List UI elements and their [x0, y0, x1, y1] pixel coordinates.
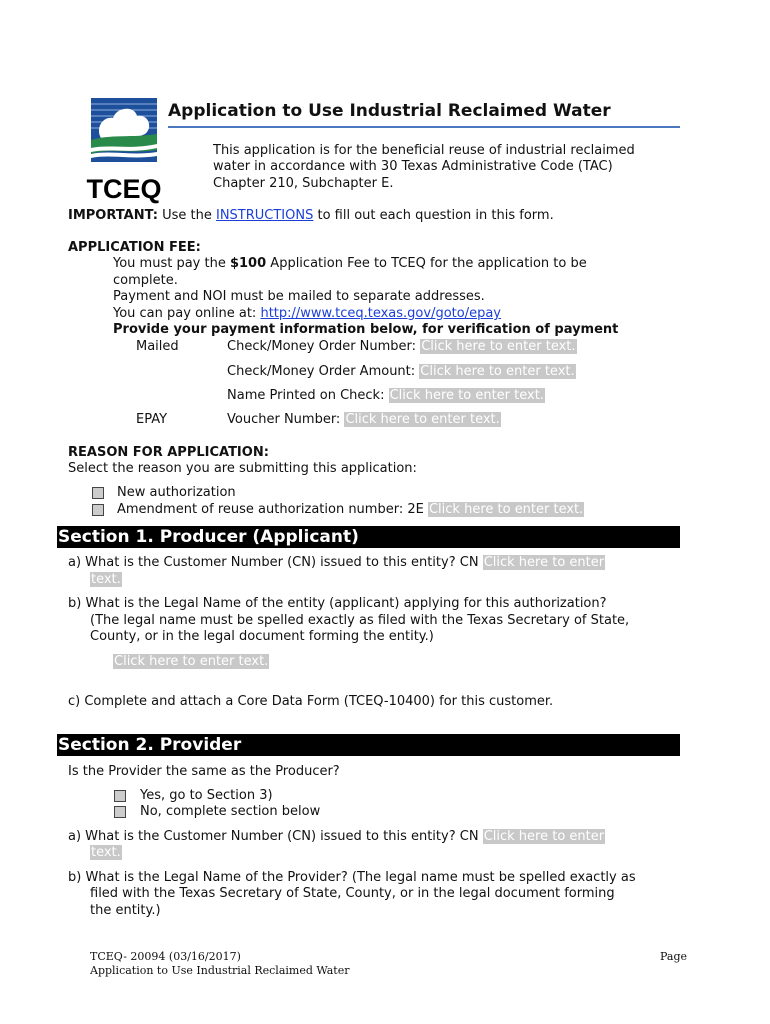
- provider-same-no-checkbox[interactable]: [114, 806, 126, 818]
- tceq-logo: [86, 98, 162, 204]
- fee-line: complete.: [113, 273, 178, 288]
- s1-question-c: c) Complete and attach a Core Data Form (TCEQ-10400) for this customer.: [68, 694, 554, 709]
- fee-heading: APPLICATION FEE:: [68, 240, 201, 255]
- footer-form-number: TCEQ- 20094 (03/16/2017): [90, 950, 241, 963]
- voucher-input[interactable]: Click here to enter text.: [345, 412, 500, 427]
- fee-text: Application Fee to TCEQ for the application to be: [270, 256, 587, 271]
- s2-cn-input-cont[interactable]: text.: [91, 845, 121, 860]
- provider-yes-label: Yes, go to Section 3): [140, 788, 273, 803]
- instructions-link[interactable]: INSTRUCTIONS: [215, 208, 314, 223]
- fee-line: Payment and NOI must be mailed to separate addresses.: [113, 289, 485, 304]
- amendment-label: Amendment of reuse authorization number: 2E: [117, 502, 424, 517]
- s2-question-b: b) What is the Legal Name of the Provider? (The legal name must be spelled exactly as: [68, 870, 636, 885]
- s1-question-a: [68, 555, 605, 571]
- name-on-check-label: Name Printed on Check:: [227, 388, 385, 403]
- s2-question-b-cont: the entity.): [90, 903, 161, 918]
- check-number-label: Check/Money Order Number:: [227, 339, 417, 354]
- check-number-row: [227, 339, 577, 355]
- voucher-row: [227, 412, 501, 428]
- footer-page: Page: [660, 950, 688, 963]
- mailed-label: Mailed: [136, 339, 179, 354]
- reason-heading: REASON FOR APPLICATION:: [68, 445, 269, 460]
- footer-form-name: Application to Use Industrial Reclaimed Water: [90, 964, 350, 977]
- intro-line: water in accordance with 30 Texas Administrative Code (TAC): [213, 159, 613, 174]
- s2-a-text: a) What is the Customer Number (CN) issued to this entity? CN: [68, 829, 479, 844]
- fee-text: You can pay online at:: [113, 306, 257, 321]
- check-amount-label: Check/Money Order Amount:: [227, 364, 416, 379]
- reason-prompt: Select the reason you are submitting this application:: [68, 461, 417, 476]
- s2-question-b-cont: filed with the Texas Secretary of State, County, or in the legal document forming: [90, 886, 615, 901]
- s1-a-text: a) What is the Customer Number (CN) issued to this entity? CN: [68, 555, 479, 570]
- section-1-header: Section 1. Producer (Applicant): [57, 526, 680, 548]
- page-title: Application to Use Industrial Reclaimed Water: [168, 101, 611, 121]
- epay-link[interactable]: http://www.tceq.texas.gov/goto/epay: [260, 306, 501, 321]
- s1-question-b-cont: (The legal name must be spelled exactly as filed with the Texas Secretary of State,: [90, 613, 630, 628]
- name-on-check-input[interactable]: Click here to enter text.: [389, 388, 544, 403]
- fee-line: [113, 256, 587, 272]
- new-authorization-checkbox[interactable]: [92, 487, 104, 499]
- s1-question-b: b) What is the Legal Name of the entity (applicant) applying for this authorization?: [68, 596, 607, 611]
- important-note: [68, 208, 554, 224]
- s2-question-a: [68, 829, 605, 845]
- amendment-number-input[interactable]: Click here to enter text.: [428, 502, 584, 517]
- fee-line: Provide your payment information below, for verification of payment: [113, 322, 619, 337]
- fee-amount: $100: [229, 256, 267, 271]
- intro-line: This application is for the beneficial reuse of industrial reclaimed: [213, 143, 635, 158]
- amendment-row: [117, 502, 584, 518]
- title-rule: [168, 126, 680, 128]
- name-on-check-row: [227, 388, 545, 404]
- check-amount-row: [227, 364, 576, 380]
- amendment-checkbox[interactable]: [92, 504, 104, 516]
- s1-cn-input-cont[interactable]: text.: [91, 572, 121, 587]
- new-authorization-label: New authorization: [117, 485, 236, 500]
- provider-no-label: No, complete section below: [140, 804, 321, 819]
- check-amount-input[interactable]: Click here to enter text.: [420, 364, 575, 379]
- s1-question-b-cont: County, or in the legal document forming the entity.): [90, 629, 434, 644]
- epay-label: EPAY: [136, 412, 168, 427]
- important-label: IMPORTANT:: [68, 208, 158, 223]
- s1-cn-input[interactable]: Click here to enter: [483, 555, 605, 570]
- section-2-header: Section 2. Provider: [57, 734, 680, 756]
- provider-same-yes-checkbox[interactable]: [114, 790, 126, 802]
- s2-prompt: Is the Provider the same as the Producer?: [68, 764, 340, 779]
- logo-text: TCEQ: [86, 174, 162, 204]
- s1-legal-name-input[interactable]: Click here to enter text.: [114, 654, 269, 669]
- s2-cn-input[interactable]: Click here to enter: [483, 829, 605, 844]
- fee-text: You must pay the: [113, 256, 226, 271]
- check-number-input[interactable]: Click here to enter text.: [421, 339, 576, 354]
- intro-line: Chapter 210, Subchapter E.: [213, 176, 394, 191]
- fee-line: [113, 306, 501, 322]
- voucher-label: Voucher Number:: [227, 412, 341, 427]
- important-post: to fill out each question in this form.: [317, 208, 554, 223]
- important-pre: Use the: [162, 208, 212, 223]
